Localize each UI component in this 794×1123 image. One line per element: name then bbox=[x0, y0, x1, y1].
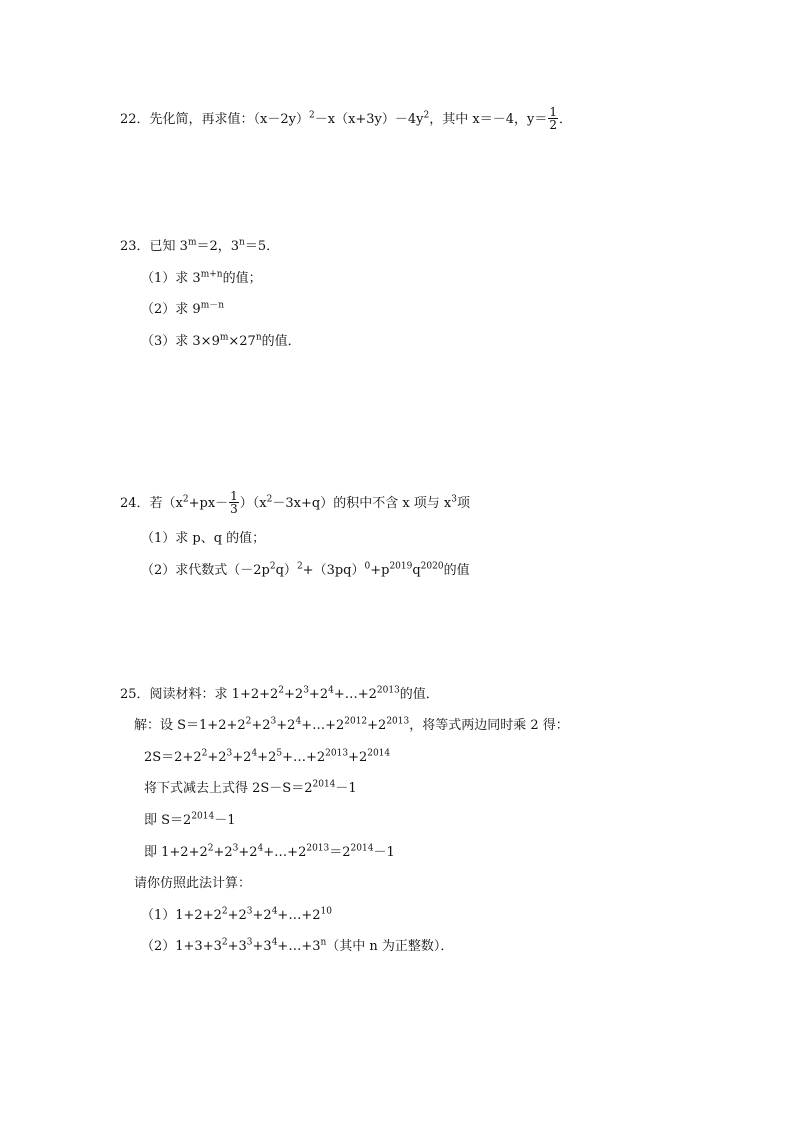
q25-res2-s3: 4 bbox=[257, 843, 264, 854]
question-25-result-1 bbox=[144, 813, 236, 829]
q23-title-sup2: n bbox=[239, 237, 245, 248]
q25-eq2-c: +2 bbox=[232, 750, 252, 765]
q25-eq2-a: 2S＝2+2 bbox=[144, 750, 202, 765]
q25-res2-b: +2 bbox=[213, 845, 233, 860]
q25-sol-s1: 2 bbox=[245, 716, 252, 727]
q25-p2-a: （2）1+3+3 bbox=[141, 939, 222, 954]
q23-p3-a: （3）求 3×9 bbox=[141, 334, 220, 349]
q24-fraction bbox=[229, 490, 239, 515]
q25-eq2-s2: 3 bbox=[226, 748, 233, 759]
q25-title-s3: 4 bbox=[328, 685, 334, 696]
q24-title-d: －3x+q）的积中不含 x 项与 x bbox=[272, 496, 452, 511]
q25-res2-s1: 2 bbox=[207, 843, 214, 854]
q25-p2-s3: 4 bbox=[271, 937, 278, 948]
q25-eq2-s5: 2013 bbox=[325, 748, 349, 759]
q25-res2-s5: 2014 bbox=[350, 843, 374, 854]
q25-title-b: +2 bbox=[284, 687, 304, 702]
q25-sol-b: +2 bbox=[251, 718, 271, 733]
q25-title-d: +…+2 bbox=[333, 687, 377, 702]
q24-p2-e: q bbox=[412, 563, 421, 578]
q25-eq2-b: +2 bbox=[207, 750, 227, 765]
question-25-ask bbox=[134, 876, 251, 892]
q22-frac-denominator: 2 bbox=[549, 118, 557, 132]
q25-title-s2: 3 bbox=[303, 685, 309, 696]
q25-p1-d: +…+2 bbox=[277, 908, 321, 923]
question-23-part-1 bbox=[141, 271, 262, 287]
q23-p3-c: 的值． bbox=[261, 334, 301, 349]
q25-res1-b: －1 bbox=[214, 813, 236, 828]
question-24-title bbox=[120, 491, 470, 516]
q25-res2-s2: 3 bbox=[232, 843, 239, 854]
q24-p2-sup1: 2 bbox=[269, 561, 276, 572]
q23-title-sup1: m bbox=[187, 237, 197, 248]
q24-p2-sup5: 2020 bbox=[420, 561, 444, 572]
q25-p1-s1: 2 bbox=[221, 906, 228, 917]
question-25-part-2 bbox=[141, 939, 453, 955]
q25-p2-b: +3 bbox=[227, 939, 247, 954]
q24-p2-b: q） bbox=[275, 563, 297, 578]
q25-p1-b: +2 bbox=[227, 908, 247, 923]
q22-frac-numerator: 1 bbox=[549, 105, 557, 119]
question-24-part-2 bbox=[141, 563, 470, 579]
q25-res2-c: +2 bbox=[238, 845, 258, 860]
q25-p2-s4: n bbox=[320, 937, 327, 948]
q24-p2-sup3: 0 bbox=[364, 561, 371, 572]
q25-sub-s1: 2014 bbox=[312, 779, 336, 790]
q25-sol-s3: 4 bbox=[295, 716, 302, 727]
q24-title-sup1: 2 bbox=[182, 494, 189, 505]
q25-p2-s1: 2 bbox=[221, 937, 228, 948]
q25-eq2-s3: 4 bbox=[251, 748, 258, 759]
q25-p2-s2: 3 bbox=[246, 937, 253, 948]
q25-sol-s2: 3 bbox=[270, 716, 277, 727]
q25-sol-e: +2 bbox=[367, 718, 387, 733]
q24-p2-f: 的值 bbox=[443, 563, 470, 578]
q22-fraction bbox=[548, 106, 558, 131]
q25-eq2-d: +2 bbox=[257, 750, 277, 765]
q24-title-sup2: 2 bbox=[266, 494, 273, 505]
q25-sub-b: －1 bbox=[335, 781, 357, 796]
q25-title-a: 25．阅读材料：求 1+2+2 bbox=[120, 687, 279, 702]
question-24-part-1 bbox=[141, 531, 265, 547]
q22-sup-b: 2 bbox=[423, 110, 430, 121]
q25-p2-c: +3 bbox=[252, 939, 272, 954]
q25-p2-e: （其中 n 为正整数）． bbox=[326, 939, 454, 954]
q25-sol-f: ，将等式两边同时乘 2 得： bbox=[409, 718, 569, 733]
question-25-solution bbox=[134, 718, 569, 734]
q22-text-b: －x（x+3y）－4y bbox=[314, 112, 424, 127]
q25-ask-text: 请你仿照此法计算： bbox=[134, 876, 252, 891]
q25-p2-d: +…+3 bbox=[277, 939, 321, 954]
q25-res2-e: ＝2 bbox=[329, 845, 351, 860]
q25-sol-s5: 2013 bbox=[386, 716, 410, 727]
q22-text-c: ，其中 x＝－4，y＝ bbox=[429, 112, 548, 127]
question-22 bbox=[120, 107, 572, 132]
q25-res2-f: －1 bbox=[373, 845, 395, 860]
q25-sol-s4: 2012 bbox=[344, 716, 368, 727]
q23-title-c: ＝5． bbox=[244, 239, 280, 254]
q24-frac-numerator: 1 bbox=[230, 489, 238, 503]
q24-title-b: +px－ bbox=[188, 496, 229, 511]
q24-p2-d: +p bbox=[370, 563, 390, 578]
q25-eq2-f: +2 bbox=[348, 750, 368, 765]
q25-title-s1: 2 bbox=[278, 685, 285, 696]
question-23-part-2 bbox=[141, 302, 224, 318]
question-25-equation-2s bbox=[144, 750, 390, 766]
q25-p1-c: +2 bbox=[252, 908, 272, 923]
q23-p3-sup1: m bbox=[219, 332, 229, 343]
q23-p2-sup: m－n bbox=[200, 300, 225, 311]
q25-title-e: 的值． bbox=[399, 687, 439, 702]
q25-p1-s2: 3 bbox=[246, 906, 253, 917]
q25-eq2-s1: 2 bbox=[201, 748, 208, 759]
q24-title-a: 24．若（x bbox=[120, 496, 183, 511]
q25-sub-a: 将下式减去上式得 2S－S＝2 bbox=[144, 781, 313, 796]
q23-p1-b: 的值； bbox=[222, 271, 262, 286]
q24-title-c: ）（x bbox=[239, 496, 267, 511]
question-25-result-2 bbox=[144, 845, 395, 861]
q23-p1-a: （1）求 3 bbox=[141, 271, 201, 286]
q25-sol-d: +…+2 bbox=[301, 718, 345, 733]
q23-p2-a: （2）求 9 bbox=[141, 302, 201, 317]
q23-title-a: 23．已知 3 bbox=[120, 239, 188, 254]
q25-p1-s3: 4 bbox=[271, 906, 278, 917]
question-25-part-1 bbox=[141, 908, 332, 924]
q25-eq2-s6: 2014 bbox=[367, 748, 391, 759]
q23-title-b: ＝2，3 bbox=[196, 239, 240, 254]
q25-title-s4: 2013 bbox=[376, 685, 400, 696]
question-25-title bbox=[120, 687, 439, 703]
question-23-part-3 bbox=[141, 334, 301, 350]
q25-sol-a: 解：设 S＝1+2+2 bbox=[134, 718, 246, 733]
q25-sol-c: +2 bbox=[276, 718, 296, 733]
q24-p2-c: +（3pq） bbox=[302, 563, 365, 578]
q24-p2-sup2: 2 bbox=[296, 561, 303, 572]
q24-title-sup3: 3 bbox=[451, 494, 457, 505]
question-25-subtract bbox=[144, 781, 357, 797]
q23-p3-sup2: n bbox=[255, 332, 262, 343]
q25-res2-a: 即 1+2+2 bbox=[144, 845, 208, 860]
q25-res2-d: +…+2 bbox=[263, 845, 307, 860]
q25-res2-s4: 2013 bbox=[306, 843, 330, 854]
q25-p1-a: （1）1+2+2 bbox=[141, 908, 222, 923]
q24-p1: （1）求 p、q 的值； bbox=[141, 531, 266, 546]
q22-text-a: 22．先化简，再求值：（x－2y） bbox=[120, 112, 309, 127]
question-23-title bbox=[120, 239, 279, 255]
q24-title-e: 项 bbox=[457, 496, 471, 511]
q25-title-c: +2 bbox=[308, 687, 329, 702]
q24-p2-a: （2）求代数式（－2p bbox=[141, 563, 270, 578]
q24-p2-sup4: 2019 bbox=[389, 561, 413, 572]
q22-text-d: ． bbox=[559, 112, 573, 127]
q25-eq2-e: +…+2 bbox=[282, 750, 326, 765]
q22-sup-a: 2 bbox=[309, 110, 315, 121]
q25-res1-s1: 2014 bbox=[191, 811, 215, 822]
q25-eq2-s4: 5 bbox=[276, 748, 283, 759]
q25-res1-a: 即 S＝2 bbox=[144, 813, 192, 828]
q23-p3-b: ×27 bbox=[228, 334, 256, 349]
q25-p1-s4: 10 bbox=[320, 906, 332, 917]
q24-frac-denominator: 3 bbox=[230, 502, 238, 516]
q23-p1-sup: m+n bbox=[200, 269, 223, 280]
